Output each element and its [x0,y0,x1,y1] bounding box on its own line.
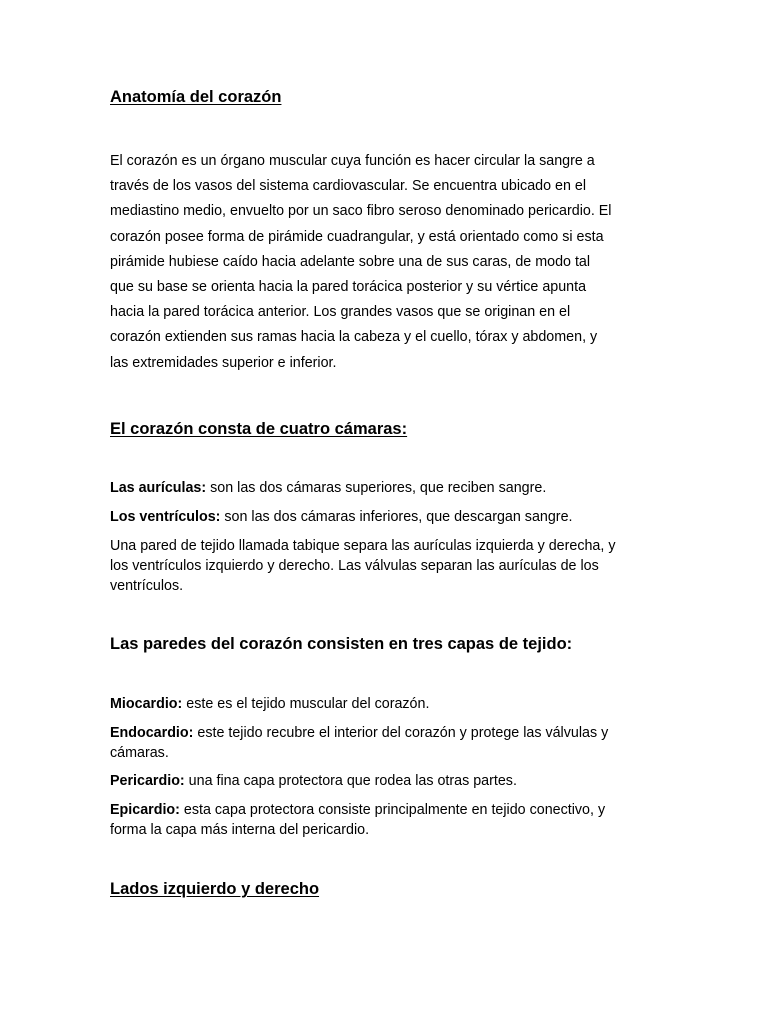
layer-description-continued: forma la capa más interna del pericardio. [110,822,370,838]
layer-description: esta capa protectora consiste principalmente en tejido conectivo, y [179,802,606,818]
chamber-term: Los ventrículos: [110,509,221,525]
septum-line: Una pared de tejido llamada tabique separa las aurículas izquierda y derecha, y [110,538,616,554]
layer-item-endocardio [110,723,662,763]
chamber-description: son las dos cámaras inferiores, que descargan sangre. [220,509,573,525]
layer-description-continued: cámaras. [110,745,169,761]
chamber-item-ventriculos [110,507,662,527]
intro-paragraph [110,149,662,376]
chambers-heading: El corazón consta de cuatro cámaras: [110,420,408,438]
intro-line: través de los vasos del sistema cardiovascular. Se encuentra ubicado en el [110,178,587,195]
layer-term: Pericardio: [110,773,185,789]
chamber-item-auriculas [110,478,662,498]
intro-line: mediastino medio, envuelto por un saco fibro seroso denominado pericardio. El [110,203,612,220]
layer-description: una fina capa protectora que rodea las otras partes. [184,773,517,789]
layer-item-epicardio [110,800,662,840]
intro-line: las extremidades superior e inferior. [110,354,337,371]
septum-line: los ventrículos izquierdo y derecho. Las válvulas separan las aurículas de los [110,558,599,574]
intro-line: hacia la pared torácica anterior. Los grandes vasos que se originan en el [110,304,571,321]
intro-line: pirámide hubiese caído hacia adelante sobre una de sus caras, de modo tal [110,253,591,270]
walls-heading: Las paredes del corazón consisten en tres capas de tejido: [110,635,573,653]
sides-heading: Lados izquierdo y derecho [110,880,320,898]
layer-item-miocardio [110,694,662,714]
layer-term: Epicardio: [110,802,180,818]
layer-description: este es el tejido muscular del corazón. [182,696,430,712]
layer-term: Miocardio: [110,696,183,712]
intro-line: corazón posee forma de pirámide cuadrangular, y está orientado como si esta [110,228,604,245]
layer-term: Endocardio: [110,725,194,741]
intro-line: que su base se orienta hacia la pared torácica posterior y su vértice apunta [110,279,587,296]
septum-line: ventrículos. [110,578,184,594]
layer-item-pericardio [110,771,662,791]
septum-paragraph [110,536,662,596]
document-title: Anatomía del corazón [110,88,282,106]
intro-line: El corazón es un órgano muscular cuya función es hacer circular la sangre a [110,153,595,169]
chamber-term: Las aurículas: [110,480,207,496]
layer-description: este tejido recubre el interior del corazón y protege las válvulas y [193,725,609,741]
intro-line: corazón extienden sus ramas hacia la cabeza y el cuello, tórax y abdomen, y [110,329,598,346]
chamber-description: son las dos cámaras superiores, que reciben sangre. [206,480,547,496]
